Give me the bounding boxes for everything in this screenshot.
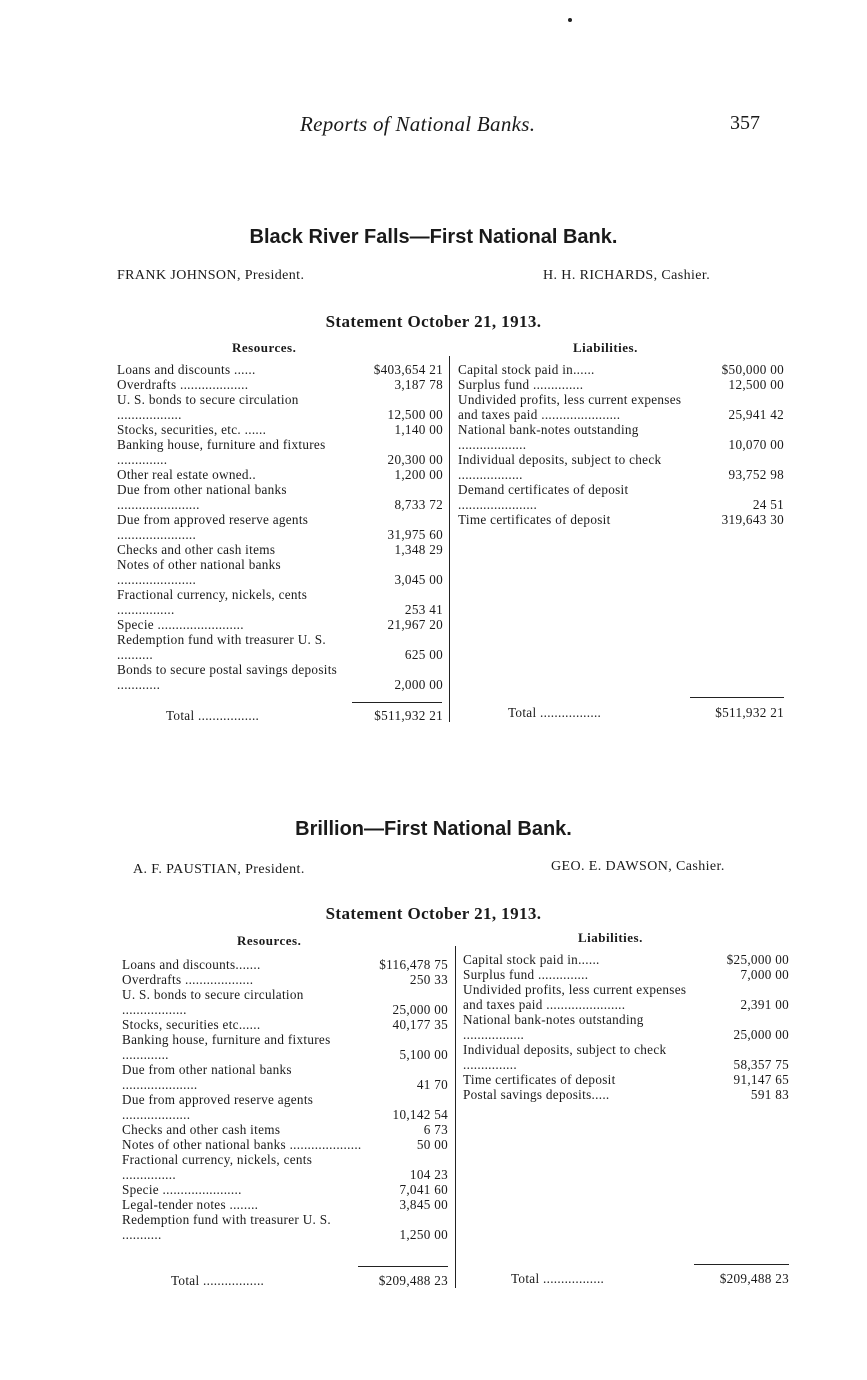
liabilities-list — [463, 952, 789, 1102]
resources-total — [166, 708, 443, 724]
line-item — [117, 512, 443, 542]
line-item — [122, 1092, 448, 1122]
liabilities-total — [511, 1271, 789, 1287]
total-rule — [690, 697, 784, 698]
line-item — [122, 1197, 448, 1212]
liabilities-total — [508, 705, 784, 721]
line-item-amount: $116,478 75 — [379, 957, 448, 972]
line-item-label: Notes of other national banks ...................... — [117, 557, 281, 587]
bank-title: Brillion—First National Bank. — [295, 818, 572, 840]
resources-heading: Resources. — [232, 340, 297, 355]
line-item-amount: 12,500 00 — [387, 407, 443, 422]
line-item-amount: 3,845 00 — [399, 1197, 448, 1212]
line-item — [122, 987, 448, 1017]
line-item-amount: 25,000 00 — [392, 1002, 448, 1017]
total-label: Total ................. — [166, 708, 260, 723]
line-item-label: Fractional currency, nickels, cents ................ — [117, 587, 308, 617]
line-item-label: Overdrafts ................... — [122, 972, 254, 987]
line-item-label: Individual deposits, subject to check ............... — [463, 1042, 667, 1072]
line-item-label: Stocks, securities etc...... — [122, 1017, 261, 1032]
line-item-label: Notes of other national banks .................... — [122, 1137, 362, 1152]
line-item-amount: 58,357 75 — [733, 1057, 789, 1072]
line-item — [117, 392, 443, 422]
line-item — [463, 1012, 789, 1042]
total-rule — [694, 1264, 789, 1265]
line-item-label: Other real estate owned.. — [117, 467, 256, 482]
line-item — [458, 452, 784, 482]
total-label: Total ................. — [511, 1271, 605, 1286]
line-item — [458, 392, 784, 422]
line-item-amount: 5,100 00 — [399, 1047, 448, 1062]
line-item-amount: 91,147 65 — [733, 1072, 789, 1087]
line-item-label: National bank-notes outstanding ................. — [463, 1012, 644, 1042]
line-item — [122, 957, 448, 972]
total-amount: $511,932 21 — [374, 708, 443, 723]
line-item — [117, 482, 443, 512]
line-item-label: Undivided profits, less current expenses and taxes paid ...................... — [463, 982, 687, 1012]
line-item-amount: 3,187 78 — [394, 377, 443, 392]
cashier-name: GEO. E. DAWSON, Cashier. — [551, 859, 725, 874]
line-item-label: Surplus fund .............. — [463, 967, 589, 982]
line-item-amount: 2,391 00 — [740, 997, 789, 1012]
statement-date: Statement October 21, 1913. — [325, 312, 542, 331]
line-item — [122, 1137, 448, 1152]
line-item — [117, 632, 443, 662]
total-rule — [358, 1266, 448, 1267]
line-item — [463, 952, 789, 967]
line-item — [463, 967, 789, 982]
line-item-amount: 21,967 20 — [387, 617, 443, 632]
line-item — [122, 1152, 448, 1182]
line-item — [122, 1182, 448, 1197]
total-rule — [352, 702, 442, 703]
line-item-amount: 25,000 00 — [733, 1027, 789, 1042]
line-item-amount: 1,250 00 — [399, 1227, 448, 1242]
line-item — [122, 1122, 448, 1137]
cashier-name: H. H. RICHARDS, Cashier. — [543, 268, 711, 283]
line-item-label: Bonds to secure postal savings deposits ............ — [117, 662, 338, 692]
line-item — [117, 617, 443, 632]
ink-mark — [568, 18, 572, 22]
line-item — [117, 377, 443, 392]
line-item — [463, 982, 789, 1012]
line-item-amount: 25,941 42 — [728, 407, 784, 422]
line-item-amount: 625 00 — [404, 647, 443, 662]
line-item — [122, 972, 448, 987]
line-item — [117, 422, 443, 437]
line-item-amount: 250 33 — [409, 972, 448, 987]
resources-total — [171, 1273, 448, 1289]
line-item-label: Due from approved reserve agents ...................... — [117, 512, 309, 542]
president-name: A. F. PAUSTIAN, President. — [133, 862, 305, 877]
line-item-label: Surplus fund .............. — [458, 377, 584, 392]
line-item-amount: $25,000 00 — [726, 952, 789, 967]
line-item — [463, 1087, 789, 1102]
total-label: Total ................. — [508, 705, 602, 720]
line-item-label: Redemption fund with treasurer U. S. .......... — [117, 632, 326, 662]
line-item-label: U. S. bonds to secure circulation .................. — [122, 987, 304, 1017]
column-divider — [455, 946, 456, 1288]
line-item-label: Due from approved reserve agents ................... — [122, 1092, 314, 1122]
resources-heading: Resources. — [237, 933, 302, 948]
line-item-label: Undivided profits, less current expenses and taxes paid ...................... — [458, 392, 682, 422]
line-item — [458, 362, 784, 377]
line-item — [117, 362, 443, 377]
line-item-label: Specie ........................ — [117, 617, 244, 632]
line-item-label: Due from other national banks ..................... — [122, 1062, 292, 1092]
line-item-amount: 24 51 — [752, 497, 784, 512]
line-item — [122, 1212, 448, 1242]
line-item — [463, 1042, 789, 1072]
page-number: 357 — [730, 112, 760, 134]
line-item-label: Individual deposits, subject to check .................. — [458, 452, 662, 482]
line-item-label: U. S. bonds to secure circulation .................. — [117, 392, 299, 422]
liabilities-heading: Liabilities. — [573, 340, 638, 355]
line-item-label: Stocks, securities, etc. ...... — [117, 422, 267, 437]
line-item-label: Fractional currency, nickels, cents ............... — [122, 1152, 313, 1182]
line-item-label: Postal savings deposits..... — [463, 1087, 610, 1102]
total-amount: $209,488 23 — [719, 1271, 789, 1286]
line-item — [122, 1017, 448, 1032]
line-item-amount: 41 70 — [416, 1077, 448, 1092]
line-item — [117, 662, 443, 692]
line-item-label: Demand certificates of deposit ...................... — [458, 482, 629, 512]
line-item-label: Capital stock paid in...... — [458, 362, 595, 377]
line-item-label: Capital stock paid in...... — [463, 952, 600, 967]
line-item-amount: 319,643 30 — [721, 512, 784, 527]
liabilities-heading: Liabilities. — [578, 930, 643, 945]
line-item-amount: $403,654 21 — [373, 362, 443, 377]
statement-date: Statement October 21, 1913. — [325, 904, 542, 923]
line-item — [458, 377, 784, 392]
line-item — [122, 1032, 448, 1062]
resources-list — [122, 957, 448, 1242]
line-item — [117, 542, 443, 557]
line-item-amount: 3,045 00 — [394, 572, 443, 587]
line-item-amount: 10,142 54 — [392, 1107, 448, 1122]
running-title: Reports of National Banks. — [300, 112, 536, 136]
line-item-amount: 93,752 98 — [728, 467, 784, 482]
line-item-label: National bank-notes outstanding ................... — [458, 422, 639, 452]
line-item-label: Redemption fund with treasurer U. S. ........... — [122, 1212, 331, 1242]
line-item-label: Overdrafts ................... — [117, 377, 249, 392]
line-item-label: Banking house, furniture and fixtures .............. — [117, 437, 326, 467]
line-item-label: Legal-tender notes ........ — [122, 1197, 259, 1212]
line-item-label: Loans and discounts ...... — [117, 362, 256, 377]
line-item-amount: 10,070 00 — [728, 437, 784, 452]
line-item-amount: 6 73 — [423, 1122, 448, 1137]
line-item-amount: 31,975 60 — [387, 527, 443, 542]
line-item — [458, 422, 784, 452]
line-item-amount: 1,348 29 — [394, 542, 443, 557]
line-item — [458, 512, 784, 527]
line-item-amount: 7,041 60 — [399, 1182, 448, 1197]
line-item-amount: 253 41 — [404, 602, 443, 617]
line-item-amount: 40,177 35 — [392, 1017, 448, 1032]
line-item-label: Loans and discounts....... — [122, 957, 261, 972]
total-label: Total ................. — [171, 1273, 265, 1288]
line-item-amount: 50 00 — [416, 1137, 448, 1152]
line-item — [117, 587, 443, 617]
line-item-label: Time certificates of deposit — [463, 1072, 616, 1087]
line-item-label: Specie ...................... — [122, 1182, 242, 1197]
line-item-amount: 8,733 72 — [394, 497, 443, 512]
president-name: FRANK JOHNSON, President. — [117, 268, 305, 283]
column-divider — [449, 356, 450, 722]
line-item-amount: 1,200 00 — [394, 467, 443, 482]
line-item-amount: $50,000 00 — [721, 362, 784, 377]
line-item — [117, 467, 443, 482]
line-item-label: Checks and other cash items — [117, 542, 276, 557]
resources-list — [117, 362, 443, 692]
line-item — [122, 1062, 448, 1092]
liabilities-list — [458, 362, 784, 527]
line-item-amount: 1,140 00 — [394, 422, 443, 437]
line-item-label: Checks and other cash items — [122, 1122, 281, 1137]
line-item-label: Banking house, furniture and fixtures ............. — [122, 1032, 331, 1062]
line-item — [463, 1072, 789, 1087]
line-item-amount: 2,000 00 — [394, 677, 443, 692]
line-item-amount: 12,500 00 — [728, 377, 784, 392]
line-item — [458, 482, 784, 512]
total-amount: $511,932 21 — [715, 705, 784, 720]
line-item-amount: 591 83 — [750, 1087, 789, 1102]
line-item — [117, 437, 443, 467]
line-item-label: Due from other national banks ....................... — [117, 482, 287, 512]
total-amount: $209,488 23 — [378, 1273, 448, 1288]
line-item-amount: 104 23 — [409, 1167, 448, 1182]
line-item-label: Time certificates of deposit — [458, 512, 611, 527]
line-item-amount: 20,300 00 — [387, 452, 443, 467]
line-item — [117, 557, 443, 587]
bank-title: Black River Falls—First National Bank. — [249, 226, 618, 248]
line-item-amount: 7,000 00 — [740, 967, 789, 982]
